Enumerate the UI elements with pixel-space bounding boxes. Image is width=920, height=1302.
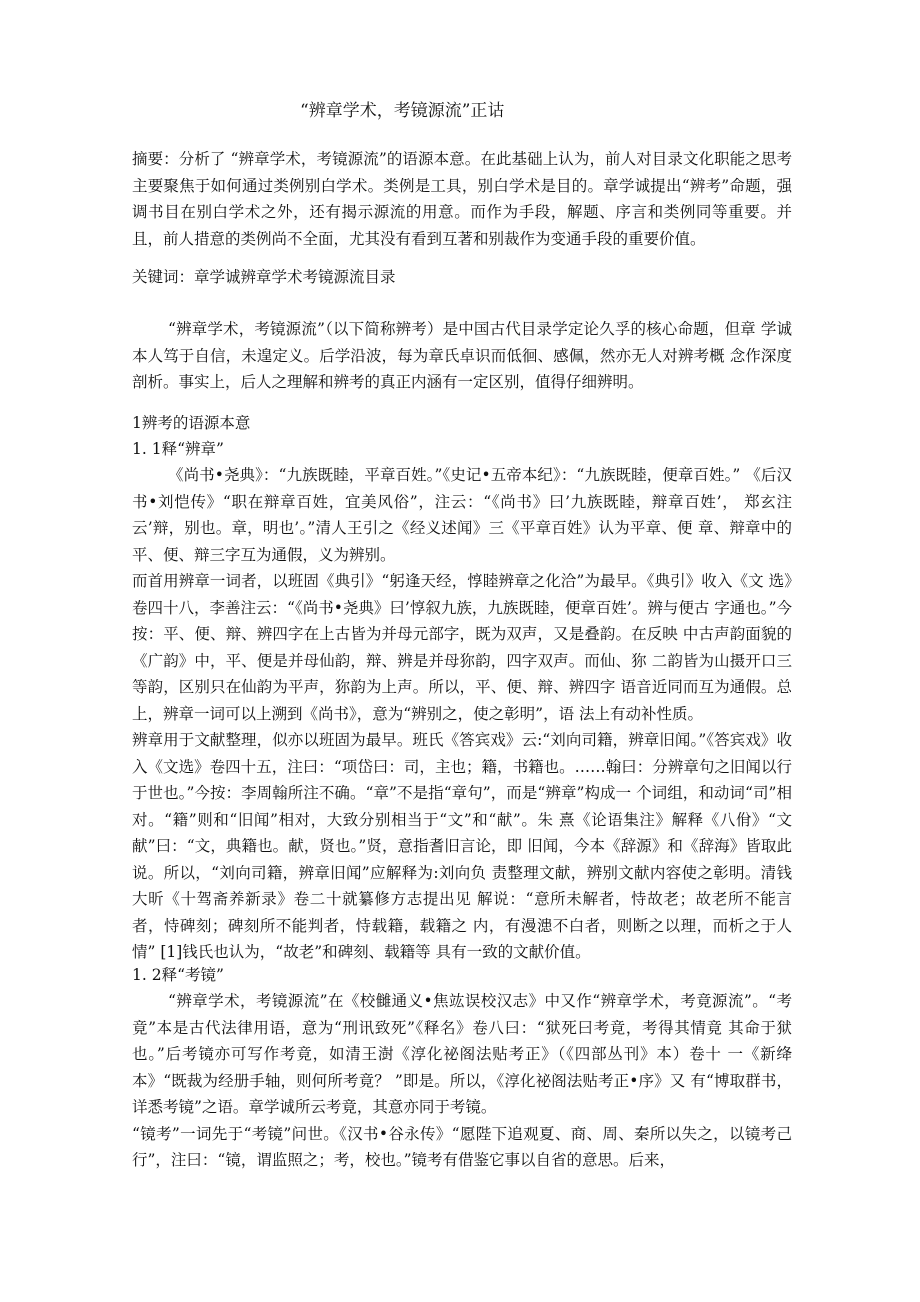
paragraph: “镜考”一词先于“考镜”问世。《汉书•谷永传》“愿陛下追观夏、商、周、秦所以失之，以镜考己行”，注曰：“镜，谓监照之；考，校也。”镜考有借鉴它事以自省的意思。后来，: [132, 1124, 792, 1169]
section-1-2-heading: 1. 2释“考镜”: [132, 966, 224, 984]
abstract: 摘要：分析了 “辨章学术，考镜源流”的语源本意。在此基础上认为，前人对目录文化职能之思考主要聚焦于如何通过类例别白学术。类例是工具，别白学术是目的。章学诚提出“辨考”命题，强调书目在别白学术之外，还有揭示源流的用意。而作为手段，解题、序言和类例同等重要。并且，前人措意的类例尚不全面，尤其没有看到互著和别裁作为变通手段的重要价值。: [132, 150, 792, 248]
paragraph: “辨章学术，考镜源流”在《校雠通义•焦竑误校汉志》中又作“辨章学术，考竟源流”。“考竟”本是古代法律用语，意为“刑讯致死”《释名》卷八曰：“狱死曰考竟，考得其情竟 其命于狱也。”后考镜亦可写作考竟，如清王澍《淳化祕阁法贴考正》（《四部丛刊》本）卷十 一《新绛本》“既裁为经册手轴，则何所考竟？ ”即是。所以，《淳化祕阁法贴考正•序》又 有“博取群书，详悉考镜”之语。章学诚所云考竟，其意亦同于考镜。: [132, 992, 792, 1116]
section-1-1-body: [132, 462, 792, 966]
keywords: 关键词：章学诚辨章学术考镜源流目录: [132, 268, 396, 286]
section-1-heading: 1辨考的语源本意: [132, 414, 251, 432]
paragraph: 辨章用于文献整理，似亦以班固为最早。班氏《答宾戏》云:“刘向司籍，辨章旧闻。”《答宾戏》收入《文选》卷四十五，注曰：“项岱曰：司，主也；籍，书籍也。……翰曰：分辨章句之旧闻以行于世也。”今按：李周翰所注不确。“章”不是指“章句”，而是“辨章”构成一 个词组，和动词“司”相对。“籍”则和“旧闻”相对，大致分别相当于“文”和“献”。朱 熹《论语集注》解释《八佾》“文献”曰：“文，典籍也。献，贤也。”贤，意指耆旧言论，即 旧闻，今本《辞源》和《辞海》皆取此说。所以，“刘向司籍，辨章旧闻”应解释为:刘向负 责整理文献，辨别文献内容使之彰明。清钱大昕《十驾斋养新录》卷二十就纂修方志提出见 解说：“意所未解者，恃故老；故老所不能言者，恃碑刻；碑刻所不能判者，恃载籍，载籍之 内，有漫漶不白者，则断之以理，而析之于人情” [1]钱氏也认为，“故老”和碑刻、载籍等 具有一致的文献价值。: [132, 731, 792, 961]
paper-title: “辨章学术，考镜源流”正诂: [300, 101, 505, 121]
paragraph: 而首用辨章一词者，以班固《典引》“躬逢天经，惇睦辨章之化洽”为最早。《典引》收入《文 选》卷四十八，李善注云：“《尚书•尧典》曰’惇叙九族，九族既睦，便章百姓’。辨与便古 字通也。”今按：平、便、辩、辨四字在上古皆为并母元部字，既为双声，又是叠韵。在反映 中古声韵面貌的《广韵》中，平、便是并母仙韵，辩、辨是并母狝韵，四字双声。而仙、狝 二韵皆为山摄开口三等韵，区别只在仙韵为平声，狝韵为上声。所以，平、便、辩、辨四字 语音近同而互为通假。总上，辨章一词可以上溯到《尚书》，意为“辨别之，使之彰明”，语 法上有动补性质。: [132, 572, 792, 723]
paragraph: 《尚书•尧典》：“九族既睦，平章百姓。”《史记•五帝本纪》：“九族既睦，便章百姓。” 《后汉书•刘恺传》“职在辩章百姓，宜美风俗”，注云：“《尚书》曰’九族既睦，辩章百姓’， 郑玄注云’辩，别也。章，明也’。”清人王引之《经义述闻》三《平章百姓》认为平章、便 章、辩章中的平、便、辩三字互为通假，义为辨别。: [132, 466, 792, 564]
section-1-1-heading: 1. 1释“辨章”: [132, 440, 224, 458]
section-1-2-body: [132, 988, 792, 1174]
intro-paragraph: “辨章学术，考镜源流”（以下简称辨考）是中国古代目录学定论久孚的核心命题，但章 学诚本人笃于自信，未遑定义。后学沿波，每为章氏卓识而低徊、感佩，然亦无人对辨考概 念作深度剖析。事实上，后人之理解和辨考的真正内涵有一定区别，值得仔细辨明。: [132, 320, 792, 391]
